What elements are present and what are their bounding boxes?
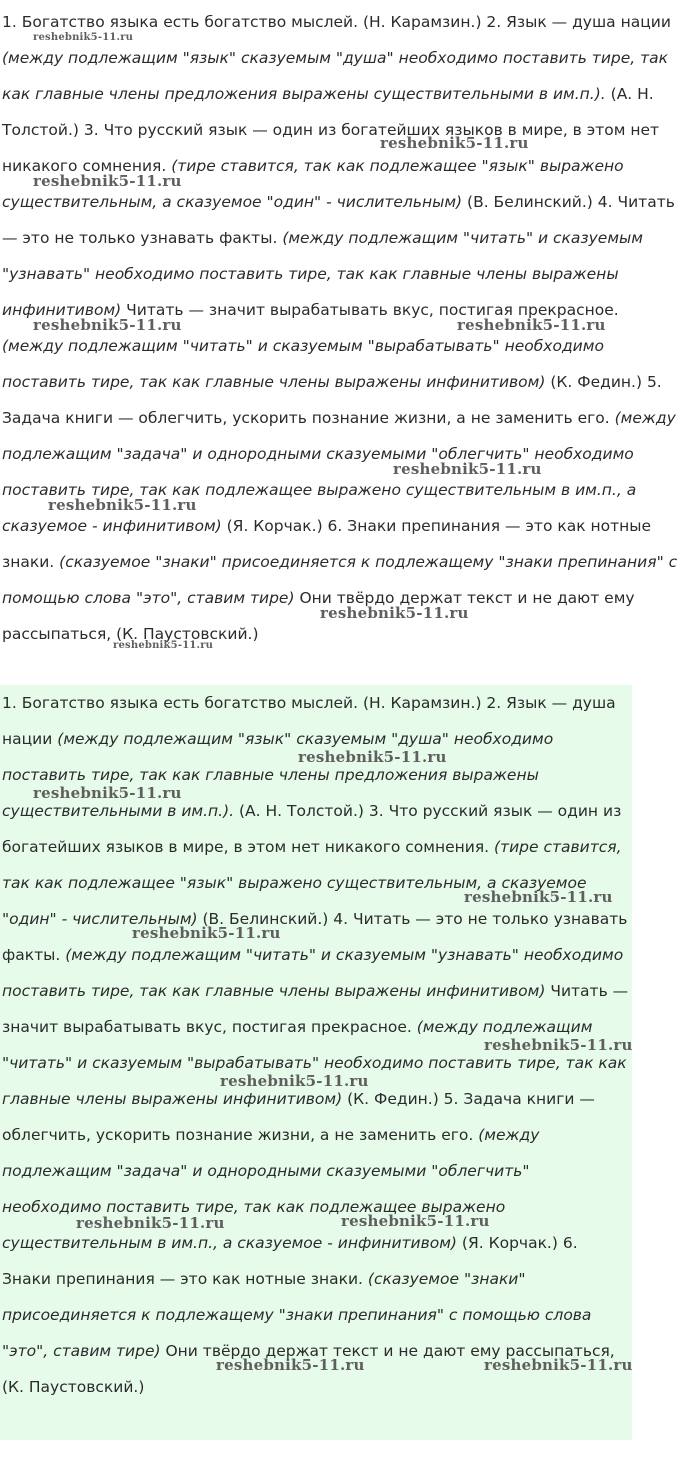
grammar-note: (сказуемое "знаки" присоединяется к подлежащему "знаки препинания" с помощью слова "это", ставим тире) bbox=[2, 1270, 592, 1360]
watermark: reshebnik5-11.ru bbox=[484, 1036, 633, 1054]
grammar-note: (между подлежащим "читать" и сказуемым "вырабатывать" необходимо поставить тире, так как главные члены выражены инфинитивом) bbox=[2, 1018, 627, 1108]
answer-text-highlighted bbox=[0, 685, 632, 1440]
example-sentence: Они твёрдо держат текст и не дают ему рассыпаться, (К. Паустовский.) bbox=[2, 589, 635, 643]
watermark: reshebnik5-11.ru bbox=[393, 460, 542, 478]
watermark: reshebnik5-11.ru bbox=[464, 888, 613, 906]
watermark: reshebnik5-11.ru bbox=[33, 172, 182, 190]
example-sentence: (А. Н. Толстой.) 3. Что русский язык — один из богатейших языков в мире, в этом нет никакого сомнения. bbox=[2, 85, 660, 175]
watermark: reshebnik5-11.ru bbox=[132, 924, 281, 942]
grammar-note: (между подлежащим "задача" и однородными сказуемыми "облегчить" необходимо поставить тире, так как подлежащее выражено существительным в им.п., а сказуемое - инфинитивом) bbox=[2, 409, 676, 535]
grammar-note: (тире ставится, так как подлежащее "язык" выражено существительным, а сказуемое "один" - числительным) bbox=[2, 838, 622, 928]
grammar-note: (между подлежащим "задача" и однородными сказуемыми "облегчить" необходимо поставить тире, так как подлежащее выражено существительным в им.п., а сказуемое - инфинитивом) bbox=[2, 1126, 540, 1252]
example-sentence: (В. Белинский.) 4. Читать — это не только узнавать факты. bbox=[2, 910, 628, 964]
grammar-note: (между подлежащим "язык" сказуемым "душа" необходимо поставить тире, так как главные члены предложения выражены существительными в им.п.). bbox=[2, 49, 669, 103]
watermark: reshebnik5-11.ru bbox=[216, 1356, 365, 1374]
grammar-note: (между подлежащим "язык" сказуемым "душа" необходимо поставить тире, так как главные члены предложения выражены существительными в им.п.). bbox=[2, 730, 554, 820]
watermark: reshebnik5-11.ru bbox=[48, 496, 197, 514]
example-sentence: (Я. Корчак.) 6. Знаки препинания — это как нотные знаки. bbox=[2, 1234, 578, 1288]
grammar-note: (между подлежащим "читать" и сказуемым "узнавать" необходимо поставить тире, так как главные члены выражены инфинитивом) bbox=[2, 229, 643, 319]
example-sentence: 1. Богатство языка есть богатство мыслей. (Н. Карамзин.) 2. Язык — душа нации bbox=[2, 694, 616, 748]
grammar-note: (между подлежащим "читать" и сказуемым "вырабатывать" необходимо поставить тире, так как главные члены выражены инфинитивом) bbox=[2, 337, 604, 391]
watermark: reshebnik5-11.ru bbox=[113, 640, 214, 651]
watermark: reshebnik5-11.ru bbox=[380, 134, 529, 152]
grammar-note: (тире ставится, так как подлежащее "язык" выражено существительным, а сказуемое "один" - числительным) bbox=[2, 157, 624, 211]
watermark: reshebnik5-11.ru bbox=[457, 316, 606, 334]
grammar-note: (между подлежащим "читать" и сказуемым "узнавать" необходимо поставить тире, так как главные члены выражены инфинитивом) bbox=[2, 946, 624, 1000]
example-sentence: (Я. Корчак.) 6. Знаки препинания — это как нотные знаки. bbox=[2, 517, 652, 571]
watermark: reshebnik5-11.ru bbox=[33, 32, 134, 43]
example-sentence: (К. Федин.) 5. Задача книги — облегчить, ускорить познание жизни, а не заменить его. bbox=[2, 373, 662, 427]
grammar-note: (сказуемое "знаки" присоединяется к подлежащему "знаки препинания" с помощью слова "это", ставим тире) bbox=[2, 553, 678, 607]
watermark: reshebnik5-11.ru bbox=[33, 784, 182, 802]
watermark: reshebnik5-11.ru bbox=[298, 748, 447, 766]
example-sentence: (К. Федин.) 5. Задача книги — облегчить, ускорить познание жизни, а не заменить его. bbox=[2, 1090, 595, 1144]
example-sentence: Они твёрдо держат текст и не дают ему рассыпаться, (К. Паустовский.) bbox=[2, 1342, 615, 1396]
example-sentence: (А. Н. Толстой.) 3. Что русский язык — один из богатейших языков в мире, в этом нет никакого сомнения. bbox=[2, 802, 622, 856]
example-sentence: 1. Богатство языка есть богатство мыслей. (Н. Карамзин.) 2. Язык — душа нации bbox=[2, 13, 671, 31]
answer-text-plain bbox=[0, 4, 680, 652]
example-sentence: Читать — значит вырабатывать вкус, постигая прекрасное. bbox=[121, 301, 619, 319]
watermark: reshebnik5-11.ru bbox=[341, 1212, 490, 1230]
example-sentence: (В. Белинский.) 4. Читать — это не только узнавать факты. bbox=[2, 193, 675, 247]
watermark: reshebnik5-11.ru bbox=[320, 604, 469, 622]
watermark: reshebnik5-11.ru bbox=[33, 316, 182, 334]
watermark: reshebnik5-11.ru bbox=[220, 1072, 369, 1090]
watermark: reshebnik5-11.ru bbox=[484, 1356, 633, 1374]
watermark: reshebnik5-11.ru bbox=[76, 1214, 225, 1232]
example-sentence: Читать — значит вырабатывать вкус, постигая прекрасное. bbox=[2, 982, 629, 1036]
